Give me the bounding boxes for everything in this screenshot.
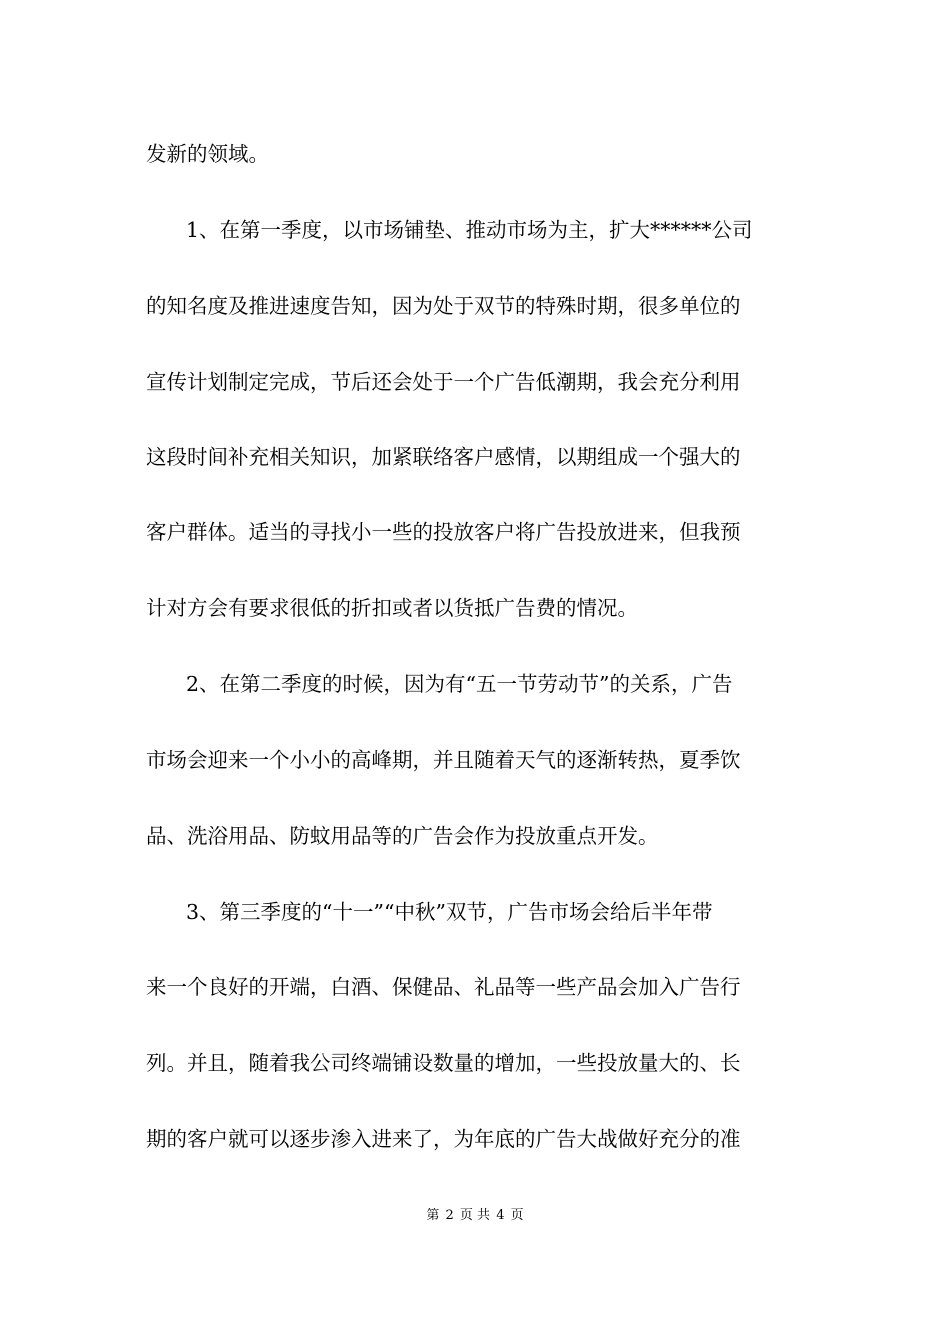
footer-total-pages: 4: [496, 1208, 505, 1223]
footer-prefix: 第: [426, 1208, 440, 1223]
text-line: 品、洗浴用品、防蚊用品等的广告会作为投放重点开发。: [146, 824, 659, 848]
footer-current-page: 2: [445, 1208, 454, 1223]
text-line: 宣传计划制定完成，节后还会处于一个广告低潮期，我会充分利用: [146, 370, 741, 394]
footer-middle: 页 共: [459, 1208, 491, 1223]
text-line-continuation: 发新的领域。: [146, 142, 269, 166]
text-line-paragraph-3-start: 3、第三季度的“十一”“中秋”双节，广告市场会给后半年带: [186, 900, 713, 924]
text-line: 的知名度及推进速度告知，因为处于双节的特殊时期，很多单位的: [146, 294, 741, 318]
text-line: 这段时间补充相关知识，加紧联络客户感情，以期组成一个强大的: [146, 445, 741, 469]
text-line: 来一个良好的开端，白酒、保健品、礼品等一些产品会加入广告行: [146, 975, 741, 999]
text-line: 客户群体。适当的寻找小一些的投放客户将广告投放进来，但我预: [146, 520, 741, 544]
text-line: 计对方会有要求很低的折扣或者以货抵广告费的情况。: [146, 596, 638, 620]
text-line-paragraph-2-start: 2、在第二季度的时候，因为有“五一节劳动节”的关系，广告: [186, 672, 733, 696]
text-line: 列。并且，随着我公司终端铺设数量的增加，一些投放量大的、长: [146, 1051, 741, 1075]
footer-suffix: 页: [510, 1208, 524, 1223]
page-footer: [0, 1207, 950, 1225]
text-line-paragraph-1-start: 1、在第一季度，以市场铺垫、推动市场为主，扩大******公司: [186, 218, 753, 242]
text-line: 期的客户就可以逐步渗入进来了，为年底的广告大战做好充分的准: [146, 1127, 741, 1151]
text-line: 市场会迎来一个小小的高峰期，并且随着天气的逐渐转热，夏季饮: [146, 748, 741, 772]
